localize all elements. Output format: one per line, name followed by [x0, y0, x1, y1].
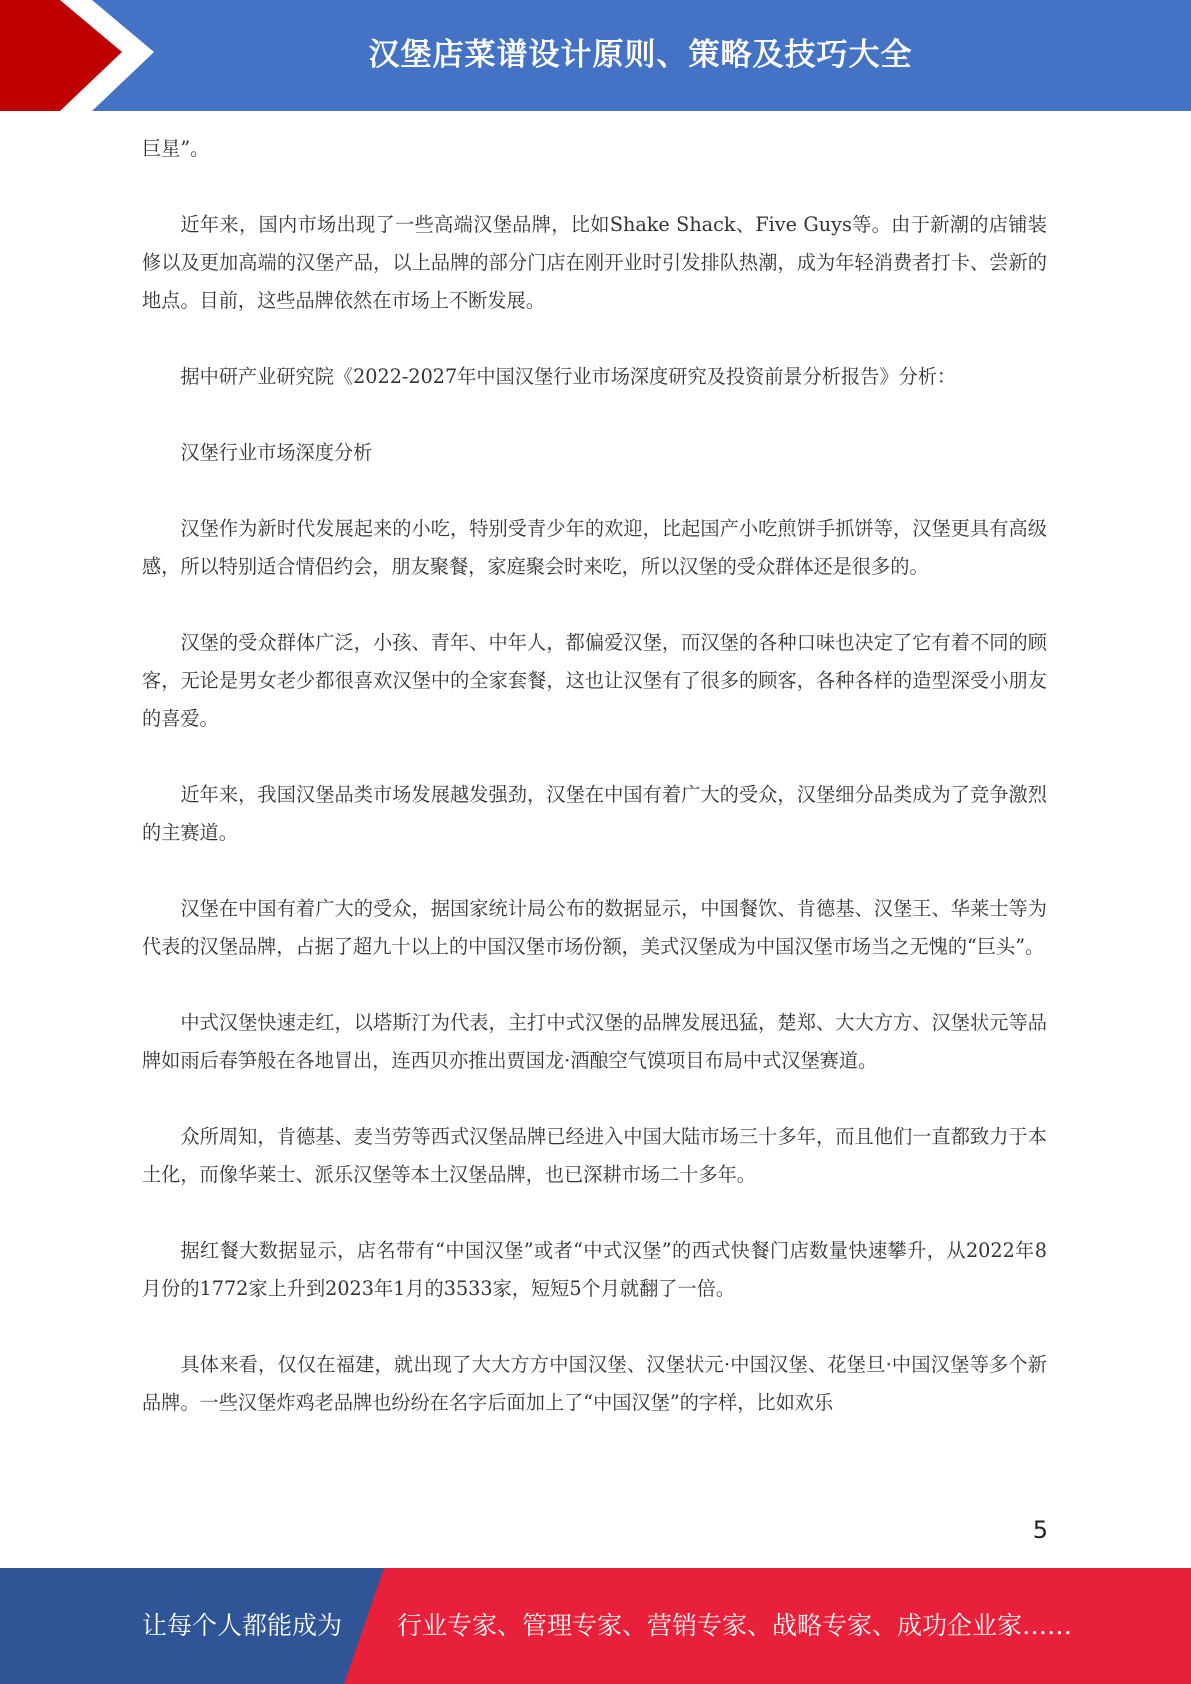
- paragraph: 汉堡在中国有着广大的受众，据国家统计局公布的数据显示，中国餐饮、肯德基、汉堡王、华莱士等为代表的汉堡品牌，占据了超九十以上的中国汉堡市场份额，美式汉堡成为中国汉堡市场当之无愧的“巨头”。: [142, 897, 1047, 958]
- footer-slogan-right: 行业专家、管理专家、营销专家、战略专家、成功企业家……: [397, 1611, 1073, 1640]
- paragraph: 汉堡作为新时代发展起来的小吃，特别受青少年的欢迎，比起国产小吃煎饼手抓饼等，汉堡更具有高级感，所以特别适合情侣约会，朋友聚餐，家庭聚会时来吃，所以汉堡的受众群体还是很多的。: [142, 517, 1047, 578]
- paragraph: 据红餐大数据显示，店名带有“中国汉堡”或者“中式汉堡”的西式快餐门店数量快速攀升，从2022年8月份的1772家上升到2023年1月的3533家，短短5个月就翻了一倍。: [142, 1239, 1047, 1300]
- paragraph: 近年来，国内市场出现了一些高端汉堡品牌，比如Shake Shack、Five Guys等。由于新潮的店铺装修以及更加高端的汉堡产品，以上品牌的部分门店在刚开业时引发排队热潮，成为年轻消费者打卡、尝新的地点。目前，这些品牌依然在市场上不断发展。: [142, 213, 1047, 312]
- paragraph: 中式汉堡快速走红，以塔斯汀为代表，主打中式汉堡的品牌发展迅猛，楚郑、大大方方、汉堡状元等品牌如雨后春笋般在各地冒出，连西贝亦推出贾国龙·酒酿空气馍项目布局中式汉堡赛道。: [142, 1011, 1047, 1072]
- paragraph: 巨星”。: [142, 137, 210, 160]
- header-title: 汉堡店菜谱设计原则、策略及技巧大全: [368, 36, 913, 73]
- section-heading: 汉堡行业市场深度分析: [180, 441, 373, 464]
- paragraph: 据中研产业研究院《2022-2027年中国汉堡行业市场深度研究及投资前景分析报告》分析：: [180, 365, 957, 388]
- page-footer: [0, 1568, 1191, 1684]
- footer-slogan-left: 让每个人都能成为: [142, 1611, 343, 1640]
- document-body: [142, 130, 1047, 1460]
- paragraph: 众所周知，肯德基、麦当劳等西式汉堡品牌已经进入中国大陆市场三十多年，而且他们一直都致力于本土化，而像华莱士、派乐汉堡等本土汉堡品牌，也已深耕市场二十多年。: [142, 1125, 1047, 1186]
- paragraph: 近年来，我国汉堡品类市场发展越发强劲，汉堡在中国有着广大的受众，汉堡细分品类成为了竞争激烈的主赛道。: [142, 783, 1047, 844]
- paragraph: 具体来看，仅仅在福建，就出现了大大方方中国汉堡、汉堡状元·中国汉堡、花堡旦·中国汉堡等多个新品牌。一些汉堡炸鸡老品牌也纷纷在名字后面加上了“中国汉堡”的字样，比如欢乐: [142, 1353, 1047, 1414]
- page-header: [0, 0, 1191, 111]
- page-number: 5: [1032, 1516, 1048, 1544]
- paragraph: 汉堡的受众群体广泛，小孩、青年、中年人，都偏爱汉堡，而汉堡的各种口味也决定了它有着不同的顾客，无论是男女老少都很喜欢汉堡中的全家套餐，这也让汉堡有了很多的顾客，各种各样的造型深受小朋友的喜爱。: [142, 631, 1047, 730]
